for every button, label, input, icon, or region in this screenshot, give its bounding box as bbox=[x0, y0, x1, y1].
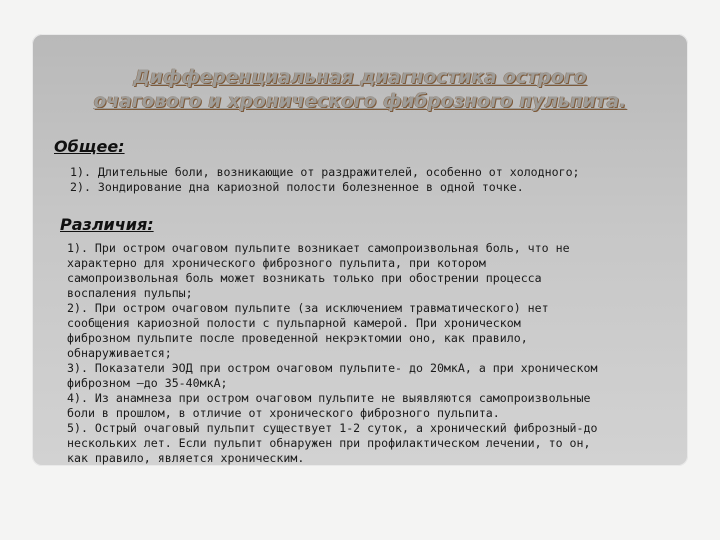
differences-line: фиброзном пульпите после проведенной некрэктомии оно, как правило, bbox=[67, 331, 528, 345]
differences-line: сообщения кариозной полости с пульпарной камерой. При хроническом bbox=[67, 316, 521, 330]
differences-line: 5). Острый очаговый пульпит существует 1-2 суток, а хронический фиброзный-до bbox=[67, 421, 598, 435]
differences-line: обнаруживается; bbox=[67, 346, 172, 360]
common-heading: Общее: bbox=[54, 137, 125, 156]
differences-heading: Различия: bbox=[60, 215, 154, 234]
differences-line: как правило, является хроническим. bbox=[67, 451, 305, 465]
slide-title bbox=[40, 66, 680, 114]
differences-line: 4). Из анамнеза при остром очаговом пульпите не выявляются самопроизвольные bbox=[67, 391, 591, 405]
title-line-2: очагового и хронического фиброзного пульпита. bbox=[93, 91, 627, 112]
differences-line: 1). При остром очаговом пульпите возникает самопроизвольная боль, что не bbox=[67, 241, 570, 255]
differences-line: фиброзном –до 35-40мкА; bbox=[67, 376, 228, 390]
differences-line: 3). Показатели ЭОД при остром очаговом пульпите- до 20мкА, а при хроническом bbox=[67, 361, 598, 375]
common-item: 2). Зондирование дна кариозной полости болезненное в одной точке. bbox=[70, 180, 524, 194]
differences-line: 2). При остром очаговом пульпите (за исключением травматического) нет bbox=[67, 301, 549, 315]
differences-list bbox=[67, 241, 692, 466]
common-list bbox=[70, 165, 690, 195]
differences-line: воспаления пульпы; bbox=[67, 286, 193, 300]
differences-line: характерно для хронического фиброзного пульпита, при котором bbox=[67, 256, 486, 270]
common-item: 1). Длительные боли, возникающие от раздражителей, особенно от холодного; bbox=[70, 165, 580, 179]
differences-line: самопроизвольная боль может возникать только при обострении процесса bbox=[67, 271, 542, 285]
differences-line: боли в прошлом, в отличие от хронического фиброзного пульпита. bbox=[67, 406, 500, 420]
differences-line: нескольких лет. Если пульпит обнаружен при профилактическом лечении, то он, bbox=[67, 436, 591, 450]
title-line-1: Дифференциальная диагностика острого bbox=[133, 67, 587, 88]
